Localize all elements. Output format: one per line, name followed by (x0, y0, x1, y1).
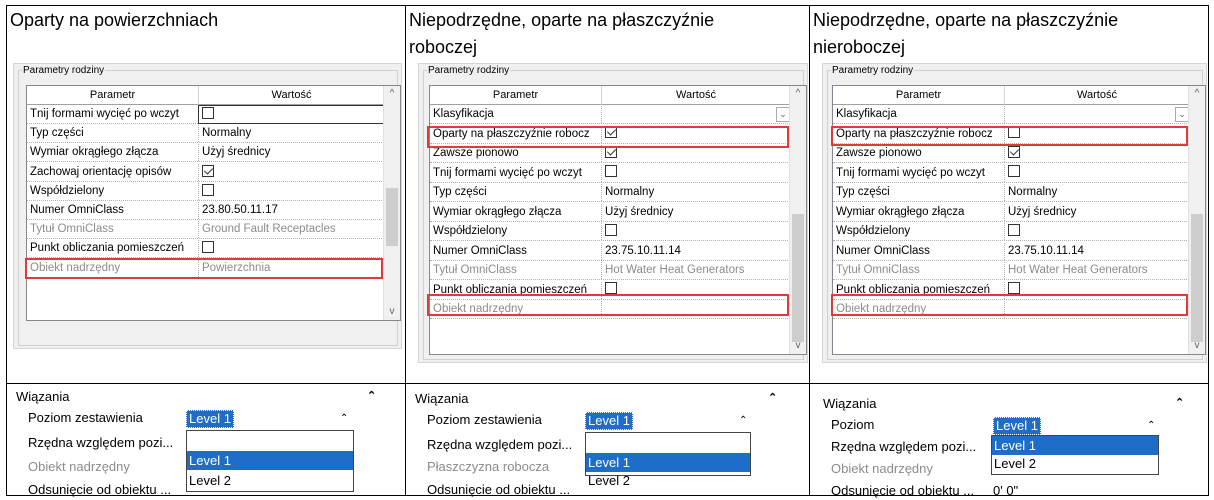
level-dropdown[interactable] (585, 432, 751, 488)
parameter-value[interactable] (1005, 106, 1189, 123)
parameter-row[interactable] (27, 240, 384, 258)
parameter-name: Wymiar okrągłego złącza (430, 204, 602, 221)
parameter-row[interactable] (833, 184, 1189, 202)
chevron-up-icon[interactable]: ⌃ (340, 413, 349, 424)
scroll-thumb[interactable] (1191, 214, 1203, 342)
level-select[interactable]: Level 1 (993, 417, 1041, 435)
value-text: Użyj średnicy (605, 205, 674, 218)
constraints-panel (817, 386, 1187, 498)
parameter-name: Współdzielony (833, 223, 1005, 240)
parameter-row[interactable] (833, 106, 1189, 124)
parameter-name: Tnij formami wycięć po wczyt (833, 165, 1005, 182)
parameter-name: Punkt obliczania pomieszczeń (833, 282, 1005, 299)
parameter-row[interactable] (27, 221, 384, 239)
checkbox-unchecked[interactable] (605, 224, 617, 236)
parameter-value[interactable] (199, 125, 384, 142)
parameter-name: Współdzielony (27, 183, 199, 200)
parameter-name: Wymiar okrągłego złącza (27, 144, 199, 161)
parameters-table (26, 85, 401, 321)
column-header-1 (7, 6, 405, 62)
parameter-name: Typ części (430, 184, 602, 201)
header-text: Oparty na powierzchniach (10, 10, 219, 30)
scroll-thumb[interactable] (792, 214, 804, 342)
parameter-name: Numer OmniClass (27, 202, 199, 219)
checkbox-unchecked[interactable] (202, 241, 214, 253)
dropdown-option[interactable]: Level 2 (189, 473, 231, 488)
constraints-panel (413, 386, 785, 498)
parameter-row[interactable] (430, 165, 790, 183)
scroll-down-icon[interactable]: v (795, 340, 801, 351)
constraints-title: Wiązania (415, 391, 469, 406)
checkbox-unchecked[interactable] (202, 184, 214, 196)
offset-value[interactable]: 0' 0" (993, 483, 1019, 498)
parameter-row[interactable] (430, 106, 790, 124)
column-divider (405, 6, 406, 495)
highlight-parent-row (427, 294, 789, 316)
value-text: Ground Fault Receptacles (202, 223, 336, 236)
parameter-name: Zawsze pionowo (430, 145, 602, 162)
parameter-value[interactable] (199, 202, 384, 219)
column-header-3 (810, 6, 1208, 62)
header-text-line1: Niepodrzędne, oparte na płaszczyźnie (813, 10, 1119, 30)
parameter-row[interactable] (833, 262, 1189, 280)
checkbox-unchecked[interactable] (1008, 282, 1020, 294)
parameter-row[interactable] (27, 125, 384, 143)
family-parameters-panel (822, 63, 1207, 363)
scroll-thumb[interactable] (386, 188, 398, 246)
parameter-row[interactable] (833, 165, 1189, 183)
parameter-name: Obiekt nadrzędny (833, 301, 1005, 318)
value-text: Hot Water Heat Generators (605, 264, 745, 276)
parameter-name: Tnij formami wycięć po wczyt (27, 106, 199, 123)
scroll-down-icon[interactable]: v (1194, 340, 1200, 351)
parameter-row[interactable] (27, 106, 384, 124)
parameter-row[interactable] (833, 204, 1189, 222)
vertical-scrollbar[interactable] (383, 86, 400, 320)
family-parameters-panel (13, 63, 402, 349)
parameter-name: Typ części (27, 125, 199, 142)
value-text: Normalny (202, 127, 252, 140)
property-label: Poziom zestawienia (28, 410, 143, 425)
parameter-name: Obiekt nadrzędny (430, 301, 602, 318)
parameter-row[interactable] (430, 262, 790, 280)
parameter-row[interactable] (27, 164, 384, 182)
parameter-value[interactable] (602, 204, 790, 221)
parameter-value[interactable] (602, 262, 790, 279)
parameter-value[interactable] (1005, 145, 1189, 162)
constraints-panel (14, 386, 378, 498)
vertical-scrollbar[interactable] (789, 86, 806, 354)
value-text: Powierzchnia (202, 261, 271, 274)
highlight-parent-row (831, 294, 1188, 316)
column-header-parameter: Parametr (27, 86, 199, 105)
level-dropdown[interactable] (186, 430, 354, 492)
parameter-name: Wymiar okrągłego złącza (833, 204, 1005, 221)
dropdown-option[interactable]: Level 1 (992, 436, 1158, 455)
vertical-scrollbar[interactable] (1188, 86, 1205, 354)
parameter-name: Tytuł OmniClass (430, 262, 602, 279)
checkbox-unchecked[interactable] (605, 282, 617, 294)
parameter-name: Oparty na płaszczyźnie robocz (833, 126, 1005, 143)
property-label: Rzędna względem pozi... (831, 439, 977, 454)
value-text: Użyj średnicy (1008, 205, 1077, 218)
collapse-icon[interactable]: ⌃ (367, 390, 377, 402)
header-text-line1: Niepodrzędne, oparte na płaszczyźnie (409, 10, 715, 30)
dropdown-option[interactable]: Level 1 (187, 451, 353, 470)
collapse-icon[interactable]: ⌃ (768, 392, 778, 404)
header-text-line2: roboczej (409, 37, 478, 57)
row-divider (7, 383, 1208, 384)
parameter-row[interactable] (430, 223, 790, 241)
scroll-up-icon[interactable]: ^ (1194, 88, 1200, 99)
scroll-up-icon[interactable]: ^ (795, 88, 801, 99)
header-text-line2: nieroboczej (813, 37, 906, 57)
parameter-row[interactable] (430, 204, 790, 222)
property-label: Poziom zestawienia (427, 412, 542, 427)
group-title: Parametry rodziny (832, 65, 914, 76)
parameter-value[interactable] (602, 165, 790, 182)
group-title: Parametry rodziny (428, 65, 510, 76)
column-header-parameter: Parametr (833, 86, 1005, 105)
property-label: Odsunięcie od obiektu ... (28, 482, 172, 497)
checkbox-unchecked[interactable] (202, 107, 214, 119)
dropdown-option[interactable]: Level 2 (588, 473, 630, 488)
parameter-value[interactable] (602, 223, 790, 240)
highlight-workplane-row (427, 126, 789, 148)
parameter-row[interactable] (430, 243, 790, 261)
checkbox-unchecked[interactable] (1008, 165, 1020, 177)
parameter-name: Typ części (833, 184, 1005, 201)
level-dropdown[interactable] (991, 435, 1159, 475)
parameter-value[interactable] (1005, 243, 1189, 260)
value-text: Normalny (1008, 186, 1058, 198)
scroll-down-icon[interactable]: v (389, 306, 395, 317)
highlight-parent-row (25, 258, 383, 279)
collapse-icon[interactable]: ⌃ (1175, 397, 1185, 409)
parameter-value[interactable] (199, 144, 384, 161)
chevron-down-icon[interactable]: ⌄ (776, 107, 790, 122)
scroll-up-icon[interactable]: ^ (389, 88, 395, 99)
value-text: Użyj średnicy (202, 146, 271, 159)
property-label: Poziom (831, 417, 875, 432)
parameter-name: Punkt obliczania pomieszczeń (430, 282, 602, 299)
column-header-value: Wartość (1005, 86, 1189, 105)
column-divider (809, 6, 810, 495)
parameter-value[interactable] (199, 221, 384, 238)
parameter-name: Tytuł OmniClass (27, 221, 199, 238)
column-header-value: Wartość (602, 86, 790, 105)
level-select[interactable]: Level 1 (186, 410, 234, 428)
level-select[interactable]: Level 1 (585, 412, 633, 430)
column-header-2 (406, 6, 809, 62)
checkbox-unchecked[interactable] (1008, 224, 1020, 236)
chevron-up-icon[interactable]: ⌃ (739, 415, 748, 426)
parameter-value[interactable] (602, 243, 790, 260)
parameter-row[interactable] (27, 202, 384, 220)
value-text: 23.75.10.11.14 (1008, 244, 1084, 257)
constraints-title: Wiązania (16, 389, 70, 404)
parameter-row[interactable] (430, 184, 790, 202)
parameter-value[interactable] (199, 164, 384, 181)
parameter-value[interactable] (602, 106, 790, 123)
parameter-name: Współdzielony (430, 223, 602, 240)
parameter-name: Oparty na płaszczyźnie robocz (430, 126, 602, 143)
value-text: Normalny (605, 186, 655, 198)
parameter-name: Tytuł OmniClass (833, 262, 1005, 279)
parameter-name: Zachowaj orientację opisów (27, 164, 199, 181)
parameter-row[interactable] (27, 144, 384, 162)
constraints-title: Wiązania (823, 396, 877, 411)
parameter-name: Zawsze pionowo (833, 145, 1005, 162)
parameter-name: Punkt obliczania pomieszczeń (27, 240, 199, 257)
parameter-name: Klasyfikacja (430, 106, 602, 123)
family-parameters-panel (418, 63, 808, 363)
property-label: Odsunięcie od obiektu ... (831, 483, 975, 498)
highlight-workplane-row (831, 126, 1188, 146)
value-text: 23.80.50.11.17 (202, 204, 278, 216)
property-label: Rzędna względem pozi... (427, 437, 573, 452)
parameter-name: Obiekt nadrzędny (27, 260, 199, 277)
dropdown-option[interactable]: Level 2 (994, 456, 1036, 471)
parameter-value[interactable] (199, 183, 384, 200)
parameter-name: Numer OmniClass (833, 243, 1005, 260)
parameter-value[interactable] (199, 106, 384, 123)
parameter-value[interactable] (199, 240, 384, 257)
checkbox-unchecked[interactable] (605, 165, 617, 177)
parameter-row[interactable] (833, 223, 1189, 241)
parameter-row[interactable] (833, 243, 1189, 261)
parameter-value[interactable] (1005, 262, 1189, 279)
value-text: 23.75.10.11.14 (605, 244, 681, 257)
column-header-parameter: Parametr (430, 86, 602, 105)
chevron-up-icon[interactable]: ⌃ (1147, 420, 1156, 431)
parameter-name: Klasyfikacja (833, 106, 1005, 123)
parameter-value[interactable] (1005, 184, 1189, 201)
dropdown-option[interactable]: Level 1 (586, 453, 750, 472)
parameter-value[interactable] (1005, 165, 1189, 182)
chevron-down-icon[interactable]: ⌄ (1175, 107, 1189, 122)
property-label: Obiekt nadrzędny (831, 461, 933, 476)
parameter-name: Tnij formami wycięć po wczyt (430, 165, 602, 182)
parameter-name: Numer OmniClass (430, 243, 602, 260)
property-label: Płaszczyzna robocza (427, 459, 550, 474)
property-label: Rzędna względem pozi... (28, 435, 174, 450)
parameter-value[interactable] (1005, 223, 1189, 240)
column-header-value: Wartość (199, 86, 384, 105)
parameter-value[interactable] (1005, 204, 1189, 221)
value-text: Hot Water Heat Generators (1008, 264, 1148, 276)
parameter-value[interactable] (602, 184, 790, 201)
parameter-row[interactable] (27, 183, 384, 201)
property-label: Obiekt nadrzędny (28, 459, 130, 474)
property-label: Odsunięcie od obiektu ... (427, 482, 571, 497)
checkbox-checked[interactable] (1008, 146, 1020, 158)
group-title: Parametry rodziny (23, 65, 105, 76)
parameter-row[interactable] (833, 145, 1189, 163)
checkbox-checked[interactable] (202, 165, 214, 177)
